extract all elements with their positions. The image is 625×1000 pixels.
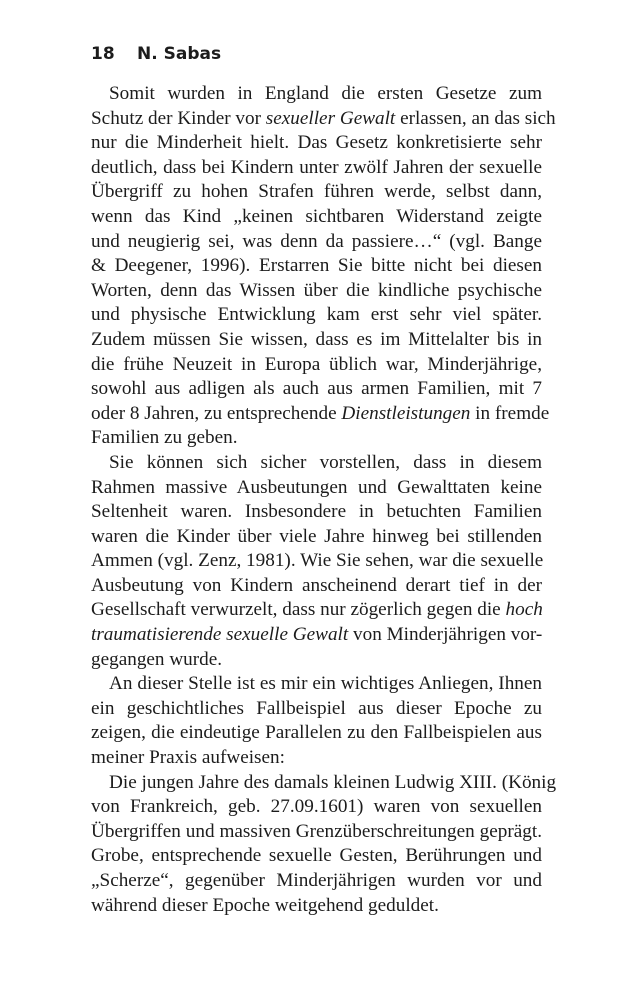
text-segment: & Deegener, 1996). Erstarren Sie bitte nicht bei diesen bbox=[91, 255, 542, 277]
text-line bbox=[91, 795, 542, 820]
text-segment: deutlich, dass bei Kindern unter zwölf Jahren der sexuelle bbox=[91, 156, 542, 178]
text-segment: gegangen wurde. bbox=[91, 648, 223, 670]
text-segment: die frühe Neuzeit in Europa üblich war, Minderjährige, bbox=[91, 353, 542, 375]
text-segment: wenn das Kind „keinen sichtbaren Widerstand zeigte bbox=[91, 205, 542, 227]
text-segment: Grobe, entsprechende sexuelle Gesten, Berührungen und bbox=[91, 845, 542, 867]
text-segment: von Frankreich, geb. 27.09.1601) waren von sexuellen bbox=[91, 796, 542, 818]
text-line bbox=[91, 107, 556, 132]
text-segment: Rahmen massive Ausbeutungen und Gewalttaten keine bbox=[91, 476, 542, 498]
text-line bbox=[91, 844, 542, 869]
text-line bbox=[91, 820, 542, 845]
page-number: 18 bbox=[91, 44, 115, 64]
text-line bbox=[91, 426, 542, 451]
text-line bbox=[91, 525, 542, 550]
text-line bbox=[91, 156, 542, 181]
text-segment: ein geschichtliches Fallbeispiel aus dieser Epoche zu bbox=[91, 697, 542, 719]
text-line bbox=[91, 672, 542, 697]
text-segment: Sie können sich sicher vorstellen, dass in diesem bbox=[109, 451, 542, 473]
text-segment: Übergriff zu hohen Strafen führen werde, selbst dann, bbox=[91, 181, 542, 203]
text-line bbox=[91, 353, 542, 378]
text-segment: Zudem müssen Sie wissen, dass es im Mittelalter bis in bbox=[91, 328, 542, 350]
text-line bbox=[91, 869, 542, 894]
text-line bbox=[91, 279, 542, 304]
text-segment: Die jungen Jahre des damals kleinen Ludwig XIII. (König bbox=[109, 771, 557, 793]
text-line bbox=[91, 623, 542, 648]
text-line bbox=[91, 598, 542, 623]
paragraph bbox=[91, 82, 556, 451]
text-segment: sowohl aus adligen als auch aus armen Familien, mit 7 bbox=[91, 378, 542, 400]
text-segment: Schutz der Kinder vor bbox=[91, 107, 266, 129]
text-line bbox=[91, 771, 557, 796]
text-line bbox=[91, 451, 542, 476]
text-line bbox=[91, 746, 542, 771]
emphasis-text: traumatisierende sexuelle Gewalt bbox=[91, 624, 349, 646]
running-head-author: N. Sabas bbox=[137, 44, 222, 64]
text-segment: Gesellschaft verwurzelt, dass nur zögerlich gegen die bbox=[91, 599, 506, 621]
text-segment: in fremde bbox=[470, 402, 550, 424]
text-segment: erlassen, an das sich bbox=[395, 107, 556, 129]
text-segment: Übergriffen und massiven Grenzüberschreitungen geprägt. bbox=[91, 820, 542, 842]
text-line bbox=[91, 894, 542, 919]
text-line bbox=[91, 648, 542, 673]
text-line bbox=[91, 574, 542, 599]
text-segment: nur die Minderheit hielt. Das Gesetz konkretisierte sehr bbox=[91, 132, 542, 154]
text-segment: Ammen (vgl. Zenz, 1981). Wie Sie sehen, war die sexuelle bbox=[91, 550, 544, 572]
emphasis-text: hoch bbox=[505, 599, 543, 621]
text-line bbox=[91, 328, 542, 353]
text-line bbox=[91, 230, 542, 255]
text-segment: „Scherze“, gegenüber Minderjährigen wurden vor und bbox=[91, 870, 542, 891]
text-segment: Ausbeutung von Kindern anscheinend derart tief in der bbox=[91, 574, 542, 596]
text-line bbox=[91, 697, 542, 722]
text-line bbox=[91, 549, 542, 574]
text-segment: zeigen, die eindeutige Parallelen zu den Fallbeispielen aus bbox=[91, 722, 542, 744]
emphasis-text: Dienstleistungen bbox=[341, 402, 471, 424]
running-head bbox=[91, 44, 221, 64]
paragraph bbox=[91, 451, 542, 672]
text-segment: Familien zu geben. bbox=[91, 427, 238, 449]
text-line bbox=[91, 180, 542, 205]
text-segment: Somit wurden in England die ersten Gesetze zum bbox=[109, 83, 542, 104]
text-line bbox=[91, 303, 542, 328]
text-segment: von Minderjährigen vor- bbox=[348, 624, 543, 646]
text-line bbox=[91, 377, 542, 402]
text-line bbox=[91, 82, 542, 107]
text-segment: Seltenheit waren. Insbesondere in betuchten Familien bbox=[91, 501, 542, 523]
text-line bbox=[91, 131, 542, 156]
paragraph bbox=[91, 672, 542, 770]
text-line bbox=[91, 476, 542, 501]
text-line bbox=[91, 500, 542, 525]
emphasis-text: sexueller Gewalt bbox=[265, 107, 396, 129]
text-line bbox=[91, 721, 542, 746]
text-segment: An dieser Stelle ist es mir ein wichtiges Anliegen, Ihnen bbox=[109, 673, 542, 695]
text-segment: meiner Praxis aufweisen: bbox=[91, 747, 285, 769]
text-line bbox=[91, 254, 542, 279]
text-segment: und physische Entwicklung kam erst sehr viel später. bbox=[91, 304, 542, 326]
paragraph bbox=[91, 771, 557, 919]
text-segment: während dieser Epoche weitgehend geduldet. bbox=[91, 894, 439, 916]
text-segment: Worten, denn das Wissen über die kindliche psychische bbox=[91, 279, 542, 301]
text-segment: waren die Kinder über viele Jahre hinweg bei stillenden bbox=[91, 525, 542, 547]
body-text bbox=[91, 82, 557, 918]
text-segment: und neugierig sei, was denn da passiere…“ (vgl. Bange bbox=[91, 230, 542, 252]
text-line bbox=[91, 205, 542, 230]
text-segment: oder 8 Jahren, zu entsprechende bbox=[91, 402, 342, 424]
text-line bbox=[91, 402, 550, 427]
